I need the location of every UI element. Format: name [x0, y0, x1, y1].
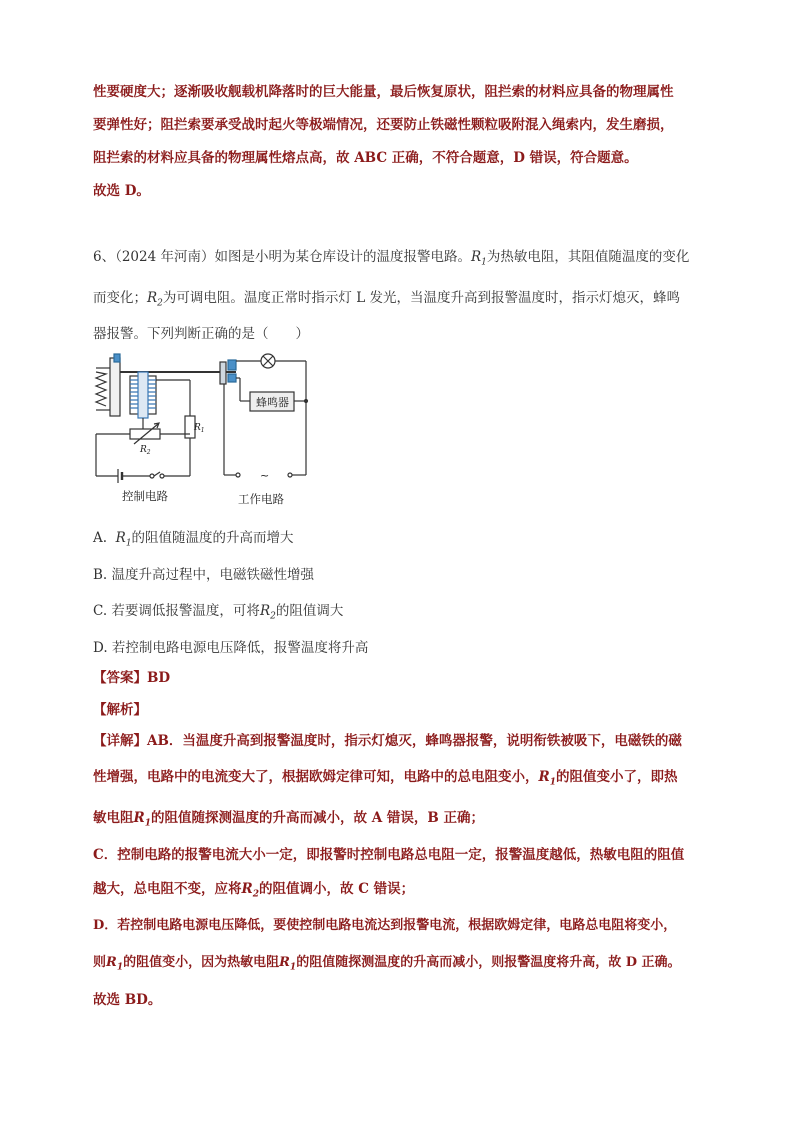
r1-symbol: $R_1$ — [115, 530, 132, 549]
working-circuit-label: 工作电路 — [238, 492, 284, 506]
detail-line-2: 性增强，电路中的电流变大了，根据欧姆定律可知，电路中的总电阻变小，$R_1$的阻值变小了，即热 — [93, 769, 678, 788]
detail-line-5: 越大，总电阻不变，应将$R_2$的阻值调小，故 C 错误； — [93, 881, 415, 900]
r1-symbol: $R_1$ — [538, 769, 556, 788]
lower-contact — [228, 374, 236, 382]
prev-conclusion: 故选 D。 — [93, 183, 150, 199]
r1-symbol: $R_1$ — [471, 249, 487, 268]
option-a: A. $R_1$的阻值随温度的升高而增大 — [93, 530, 294, 549]
r1-symbol: $R_1$ — [279, 955, 297, 973]
r2-rheostat — [130, 429, 160, 439]
question-line-1 — [93, 245, 689, 268]
armature-post — [110, 358, 120, 416]
circuit-diagram — [88, 350, 318, 510]
detail-line-3: 敏电阻$R_1$的阻值随探测温度的升高而减小，故 A 错误，B 正确； — [93, 810, 484, 829]
buzzer-label: 蜂鸣器 — [256, 396, 289, 409]
answer: 【答案】BD — [93, 670, 171, 686]
detail-line-1: 【详解】AB．当温度升高到报警温度时，指示灯熄灭，蜂鸣器报警，说明衔铁被吸下，电磁铁的磁 — [93, 733, 682, 749]
detail-line-4: C．控制电路的报警电流大小一定，即报警时控制电路总电阻一定，报警温度越低，热敏电阻的阻值 — [93, 847, 685, 863]
control-circuit-label: 控制电路 — [122, 489, 168, 503]
r1-symbol: $R_1$ — [106, 955, 124, 973]
ac-source-label: ~ — [260, 469, 270, 482]
question-line-3: 器报警。下列判断正确的是（ ） — [93, 326, 309, 342]
question-text: 6、（2024 年河南）如图是小明为某仓库设计的温度报警电路。 — [93, 249, 471, 265]
option-b: B. 温度升高过程中，电磁铁磁性增强 — [93, 567, 315, 583]
prev-explanation-line-2: 要弹性好；阻拦索要承受战时起火等极端情况，还要防止铁磁性颗粒吸附混入绳索内，发生磨损， — [93, 117, 674, 133]
detail-conclusion: 故选 BD。 — [93, 992, 162, 1008]
r2-label: $R_2$ — [140, 445, 151, 456]
option-d: D. 若控制电路电源电压降低，报警温度将升高 — [93, 640, 369, 656]
prev-explanation-line-1: 性要硬度大；逐渐吸收舰载机降落时的巨大能量，最后恢复原状，阻拦索的材料应具备的物理属性 — [93, 84, 674, 100]
upper-contact — [228, 360, 236, 370]
r2-symbol: $R_2$ — [147, 290, 163, 309]
question-line-2 — [93, 286, 680, 309]
r1-label: $R_1$ — [194, 423, 205, 434]
r1-symbol: $R_1$ — [133, 810, 151, 829]
r2-symbol: $R_2$ — [259, 603, 276, 622]
r2-symbol: $R_2$ — [241, 881, 259, 900]
question-text: 而变化； — [93, 290, 147, 306]
question-text: 为热敏电阻，其阻值随温度的变化 — [486, 249, 690, 265]
option-c: C. 若要调低报警温度，可将$R_2$的阻值调大 — [93, 603, 344, 622]
spring — [96, 372, 106, 406]
question-text: 为可调电阻。温度正常时指示灯 L 发光，当温度升高到报警温度时，指示灯熄灭，蜂鸣 — [162, 290, 680, 306]
detail-line-6: D．若控制电路电源电压降低，要使控制电路电流达到报警电流，根据欧姆定律，电路总电阻将变小， — [93, 918, 677, 933]
detail-line-7: 则$R_1$的阻值变小，因为热敏电阻$R_1$的阻值随探测温度的升高而减小，则报警温度将升高，故 D 正确。 — [93, 955, 681, 973]
switch — [154, 472, 160, 476]
prev-explanation-line-3: 阻拦索的材料应具备的物理属性熔点高，故 ABC 正确，不符合题意，D 错误，符合题意。 — [93, 150, 638, 166]
analysis-heading: 【解析】 — [93, 702, 147, 718]
